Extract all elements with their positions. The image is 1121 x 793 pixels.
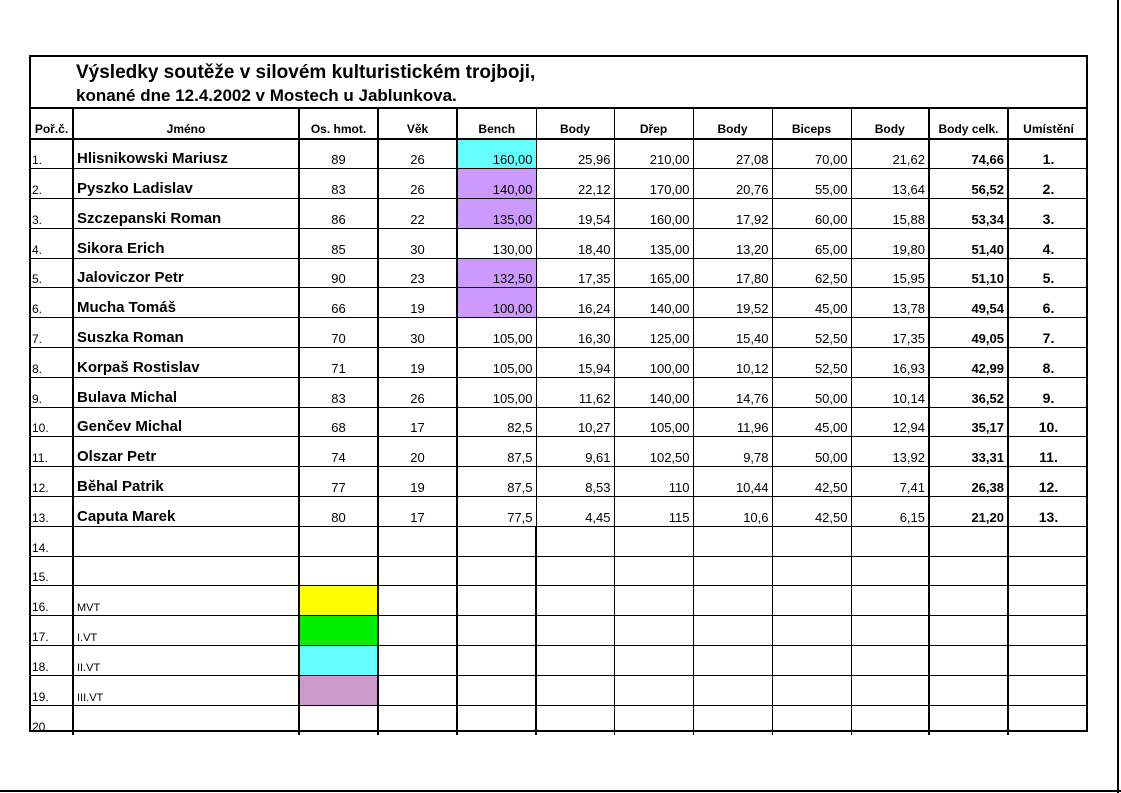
age: 30: [378, 228, 457, 258]
competitor-name: Jaloviczor Petr: [73, 258, 299, 288]
table-row: [31, 139, 1088, 169]
results-sheet: [29, 55, 1088, 732]
placement: 10.: [1008, 407, 1088, 437]
header-biceps-points: Body: [851, 108, 929, 139]
placement: 13.: [1008, 497, 1088, 527]
empty-cell: [1008, 646, 1088, 676]
empty-cell: [929, 586, 1008, 616]
placement: 6.: [1008, 288, 1088, 318]
empty-cell: [1008, 586, 1088, 616]
total-points: 74,66: [929, 139, 1008, 169]
biceps-points: 6,15: [851, 497, 929, 527]
row-number: 5.: [31, 258, 73, 288]
legend-swatch: [299, 586, 378, 616]
squat-result: 210,00: [614, 139, 693, 169]
bench-points: 15,94: [536, 348, 614, 378]
page-border-bottom: [0, 790, 1121, 792]
empty-cell: [1008, 526, 1088, 556]
squat-result: 170,00: [614, 169, 693, 199]
empty-cell: [614, 586, 693, 616]
empty-cell: [772, 616, 851, 646]
bench-points: 17,35: [536, 258, 614, 288]
body-weight: 86: [299, 199, 378, 229]
bench-result: 160,00: [457, 139, 536, 169]
empty-cell: [851, 616, 929, 646]
placement: 4.: [1008, 228, 1088, 258]
squat-points: 20,76: [693, 169, 772, 199]
empty-cell: [851, 646, 929, 676]
empty-cell: [378, 586, 457, 616]
empty-cell: [73, 705, 299, 735]
biceps-points: 16,93: [851, 348, 929, 378]
bench-points: 11,62: [536, 377, 614, 407]
empty-row: [31, 705, 1088, 735]
empty-cell: [536, 705, 614, 735]
row-number: 10.: [31, 407, 73, 437]
empty-cell: [614, 616, 693, 646]
header-total-points: Body celk.: [929, 108, 1008, 139]
legend-label: II.VT: [73, 646, 299, 676]
empty-cell: [378, 526, 457, 556]
empty-cell: [378, 556, 457, 586]
empty-cell: [378, 646, 457, 676]
placement: 1.: [1008, 139, 1088, 169]
header-por: Poř.č.: [31, 108, 73, 139]
empty-cell: [693, 705, 772, 735]
table-row: [31, 377, 1088, 407]
squat-points: 10,12: [693, 348, 772, 378]
table-row: [31, 288, 1088, 318]
bench-points: 9,61: [536, 437, 614, 467]
placement: 3.: [1008, 199, 1088, 229]
squat-result: 135,00: [614, 228, 693, 258]
empty-cell: [457, 556, 536, 586]
legend-label: III.VT: [73, 675, 299, 705]
bench-points: 25,96: [536, 139, 614, 169]
placement: 8.: [1008, 348, 1088, 378]
age: 19: [378, 467, 457, 497]
biceps-result: 70,00: [772, 139, 851, 169]
empty-cell: [457, 586, 536, 616]
empty-row: [31, 526, 1088, 556]
empty-cell: [1008, 556, 1088, 586]
biceps-result: 62,50: [772, 258, 851, 288]
row-number: 1.: [31, 139, 73, 169]
bench-points: 16,30: [536, 318, 614, 348]
bench-result: 135,00: [457, 199, 536, 229]
body-weight: 89: [299, 139, 378, 169]
placement: 7.: [1008, 318, 1088, 348]
bench-result: 100,00: [457, 288, 536, 318]
bench-points: 22,12: [536, 169, 614, 199]
row-number: 8.: [31, 348, 73, 378]
table-row: [31, 199, 1088, 229]
table-row: [31, 407, 1088, 437]
empty-cell: [929, 646, 1008, 676]
bench-result: 105,00: [457, 377, 536, 407]
age: 20: [378, 437, 457, 467]
empty-cell: [536, 586, 614, 616]
competitor-name: Suszka Roman: [73, 318, 299, 348]
biceps-result: 60,00: [772, 199, 851, 229]
placement: 9.: [1008, 377, 1088, 407]
competitor-name: Genčev Michal: [73, 407, 299, 437]
row-number: 15.: [31, 556, 73, 586]
bench-result: 140,00: [457, 169, 536, 199]
total-points: 53,34: [929, 199, 1008, 229]
row-number: 12.: [31, 467, 73, 497]
body-weight: 66: [299, 288, 378, 318]
empty-cell: [693, 556, 772, 586]
empty-cell: [693, 526, 772, 556]
empty-cell: [614, 705, 693, 735]
table-row: [31, 318, 1088, 348]
bench-points: 16,24: [536, 288, 614, 318]
empty-cell: [929, 675, 1008, 705]
bench-result: 105,00: [457, 318, 536, 348]
total-points: 49,54: [929, 288, 1008, 318]
empty-cell: [693, 616, 772, 646]
biceps-points: 13,64: [851, 169, 929, 199]
age: 22: [378, 199, 457, 229]
body-weight: 68: [299, 407, 378, 437]
legend-row: [31, 675, 1088, 705]
row-number: 3.: [31, 199, 73, 229]
biceps-points: 19,80: [851, 228, 929, 258]
biceps-result: 45,00: [772, 407, 851, 437]
age: 23: [378, 258, 457, 288]
empty-cell: [614, 675, 693, 705]
header-squat: Dřep: [614, 108, 693, 139]
biceps-points: 17,35: [851, 318, 929, 348]
bench-result: 77,5: [457, 497, 536, 527]
row-number: 2.: [31, 169, 73, 199]
total-points: 51,40: [929, 228, 1008, 258]
row-number: 6.: [31, 288, 73, 318]
squat-points: 27,08: [693, 139, 772, 169]
squat-points: 17,92: [693, 199, 772, 229]
empty-cell: [851, 586, 929, 616]
empty-cell: [73, 556, 299, 586]
squat-points: 10,44: [693, 467, 772, 497]
row-number: 14.: [31, 526, 73, 556]
empty-cell: [299, 526, 378, 556]
header-age: Věk: [378, 108, 457, 139]
legend-row: [31, 586, 1088, 616]
empty-cell: [536, 556, 614, 586]
body-weight: 71: [299, 348, 378, 378]
body-weight: 77: [299, 467, 378, 497]
empty-cell: [457, 675, 536, 705]
biceps-points: 13,78: [851, 288, 929, 318]
squat-result: 140,00: [614, 288, 693, 318]
biceps-result: 50,00: [772, 377, 851, 407]
header-placement: Umístění: [1008, 108, 1088, 139]
empty-cell: [1008, 675, 1088, 705]
biceps-result: 52,50: [772, 318, 851, 348]
empty-cell: [772, 556, 851, 586]
biceps-points: 15,95: [851, 258, 929, 288]
squat-points: 13,20: [693, 228, 772, 258]
title-line-2: konané dne 12.4.2002 v Mostech u Jablunkova.: [76, 86, 457, 105]
table-row: [31, 348, 1088, 378]
placement: 5.: [1008, 258, 1088, 288]
legend-swatch: [299, 675, 378, 705]
squat-points: 15,40: [693, 318, 772, 348]
competitor-name: Szczepanski Roman: [73, 199, 299, 229]
row-number: 4.: [31, 228, 73, 258]
biceps-result: 55,00: [772, 169, 851, 199]
table-row: [31, 497, 1088, 527]
age: 26: [378, 377, 457, 407]
legend-row: [31, 616, 1088, 646]
legend-swatch: [299, 616, 378, 646]
empty-cell: [536, 526, 614, 556]
empty-cell: [693, 586, 772, 616]
title-block: [31, 57, 1086, 109]
squat-result: 165,00: [614, 258, 693, 288]
empty-cell: [299, 556, 378, 586]
age: 17: [378, 407, 457, 437]
total-points: 49,05: [929, 318, 1008, 348]
body-weight: 70: [299, 318, 378, 348]
results-table: [31, 108, 1088, 735]
body-weight: 85: [299, 228, 378, 258]
empty-cell: [772, 675, 851, 705]
empty-cell: [614, 646, 693, 676]
biceps-points: 13,92: [851, 437, 929, 467]
empty-cell: [614, 556, 693, 586]
empty-cell: [929, 616, 1008, 646]
row-number: 17.: [31, 616, 73, 646]
bench-result: 87,5: [457, 467, 536, 497]
bench-result: 132,50: [457, 258, 536, 288]
row-number: 16.: [31, 586, 73, 616]
bench-result: 130,00: [457, 228, 536, 258]
empty-cell: [614, 526, 693, 556]
age: 19: [378, 288, 457, 318]
empty-cell: [851, 705, 929, 735]
empty-cell: [457, 616, 536, 646]
body-weight: 80: [299, 497, 378, 527]
empty-cell: [929, 705, 1008, 735]
row-number: 7.: [31, 318, 73, 348]
empty-cell: [378, 675, 457, 705]
table-row: [31, 258, 1088, 288]
squat-points: 10,6: [693, 497, 772, 527]
total-points: 56,52: [929, 169, 1008, 199]
row-number: 11.: [31, 437, 73, 467]
competitor-name: Běhal Patrik: [73, 467, 299, 497]
header-weight: Os. hmot.: [299, 108, 378, 139]
table-row: [31, 467, 1088, 497]
header-name: Jméno: [73, 108, 299, 139]
row-number: 13.: [31, 497, 73, 527]
bench-points: 4,45: [536, 497, 614, 527]
biceps-result: 52,50: [772, 348, 851, 378]
total-points: 33,31: [929, 437, 1008, 467]
empty-cell: [457, 646, 536, 676]
total-points: 26,38: [929, 467, 1008, 497]
empty-row: [31, 556, 1088, 586]
empty-cell: [851, 526, 929, 556]
legend-label: MVT: [73, 586, 299, 616]
empty-cell: [929, 556, 1008, 586]
squat-result: 110: [614, 467, 693, 497]
empty-cell: [693, 675, 772, 705]
squat-result: 115: [614, 497, 693, 527]
biceps-points: 10,14: [851, 377, 929, 407]
biceps-points: 21,62: [851, 139, 929, 169]
bench-points: 8,53: [536, 467, 614, 497]
total-points: 36,52: [929, 377, 1008, 407]
row-number: 9.: [31, 377, 73, 407]
squat-result: 125,00: [614, 318, 693, 348]
header-row: [31, 108, 1088, 139]
age: 19: [378, 348, 457, 378]
squat-result: 160,00: [614, 199, 693, 229]
competitor-name: Olszar Petr: [73, 437, 299, 467]
page-border-right: [1117, 0, 1119, 793]
body-weight: 90: [299, 258, 378, 288]
table-row: [31, 437, 1088, 467]
age: 30: [378, 318, 457, 348]
age: 17: [378, 497, 457, 527]
row-number: 18.: [31, 646, 73, 676]
age: 26: [378, 139, 457, 169]
bench-result: 87,5: [457, 437, 536, 467]
empty-cell: [73, 526, 299, 556]
empty-cell: [772, 586, 851, 616]
title-line-1: Výsledky soutěže v silovém kulturistickém trojboji,: [76, 62, 536, 83]
body-weight: 74: [299, 437, 378, 467]
competitor-name: Caputa Marek: [73, 497, 299, 527]
row-number: 19.: [31, 675, 73, 705]
squat-points: 11,96: [693, 407, 772, 437]
bench-result: 82,5: [457, 407, 536, 437]
squat-points: 14,76: [693, 377, 772, 407]
squat-result: 140,00: [614, 377, 693, 407]
bench-points: 10,27: [536, 407, 614, 437]
header-squat-points: Body: [693, 108, 772, 139]
row-number: 20.: [31, 705, 73, 735]
table-row: [31, 169, 1088, 199]
competitor-name: Hlisnikowski Mariusz: [73, 139, 299, 169]
biceps-result: 50,00: [772, 437, 851, 467]
competitor-name: Sikora Erich: [73, 228, 299, 258]
body-weight: 83: [299, 169, 378, 199]
squat-result: 100,00: [614, 348, 693, 378]
total-points: 42,99: [929, 348, 1008, 378]
empty-cell: [378, 705, 457, 735]
empty-cell: [536, 675, 614, 705]
empty-cell: [929, 526, 1008, 556]
header-biceps: Biceps: [772, 108, 851, 139]
placement: 2.: [1008, 169, 1088, 199]
placement: 12.: [1008, 467, 1088, 497]
bench-points: 18,40: [536, 228, 614, 258]
squat-points: 9,78: [693, 437, 772, 467]
biceps-result: 65,00: [772, 228, 851, 258]
empty-cell: [693, 646, 772, 676]
competitor-name: Bulava Michal: [73, 377, 299, 407]
squat-points: 19,52: [693, 288, 772, 318]
placement: 11.: [1008, 437, 1088, 467]
biceps-points: 12,94: [851, 407, 929, 437]
header-bench: Bench: [457, 108, 536, 139]
biceps-result: 42,50: [772, 497, 851, 527]
age: 26: [378, 169, 457, 199]
header-bench-points: Body: [536, 108, 614, 139]
empty-cell: [1008, 616, 1088, 646]
empty-cell: [536, 646, 614, 676]
empty-cell: [772, 526, 851, 556]
table-row: [31, 228, 1088, 258]
bench-points: 19,54: [536, 199, 614, 229]
empty-cell: [378, 616, 457, 646]
empty-cell: [851, 556, 929, 586]
empty-cell: [1008, 705, 1088, 735]
squat-result: 102,50: [614, 437, 693, 467]
biceps-result: 42,50: [772, 467, 851, 497]
competitor-name: Pyszko Ladislav: [73, 169, 299, 199]
empty-cell: [772, 705, 851, 735]
empty-cell: [457, 526, 536, 556]
bench-result: 105,00: [457, 348, 536, 378]
empty-cell: [536, 616, 614, 646]
legend-label: I.VT: [73, 616, 299, 646]
empty-cell: [851, 675, 929, 705]
biceps-points: 7,41: [851, 467, 929, 497]
legend-swatch: [299, 646, 378, 676]
legend-row: [31, 646, 1088, 676]
squat-result: 105,00: [614, 407, 693, 437]
total-points: 35,17: [929, 407, 1008, 437]
competitor-name: Korpaš Rostislav: [73, 348, 299, 378]
empty-cell: [772, 646, 851, 676]
total-points: 51,10: [929, 258, 1008, 288]
empty-cell: [299, 705, 378, 735]
total-points: 21,20: [929, 497, 1008, 527]
body-weight: 83: [299, 377, 378, 407]
squat-points: 17,80: [693, 258, 772, 288]
competitor-name: Mucha Tomáš: [73, 288, 299, 318]
empty-cell: [457, 705, 536, 735]
biceps-result: 45,00: [772, 288, 851, 318]
biceps-points: 15,88: [851, 199, 929, 229]
